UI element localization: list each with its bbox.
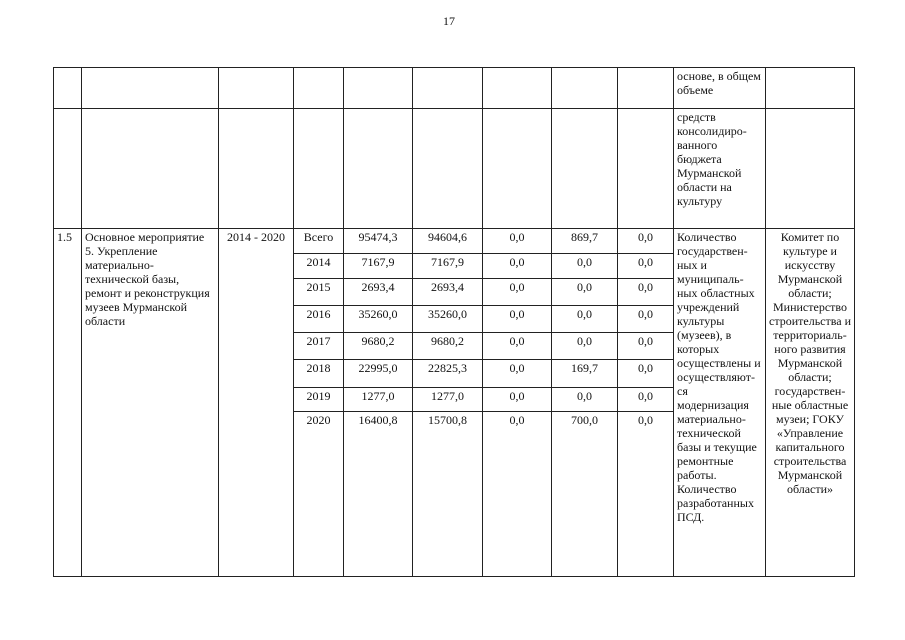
empty-cell bbox=[413, 109, 483, 229]
empty-cell bbox=[483, 68, 552, 109]
other-cell: 0,0 bbox=[618, 360, 674, 388]
empty-cell bbox=[618, 109, 674, 229]
total-cell: 16400,8 bbox=[344, 412, 413, 577]
year-cell: 2016 bbox=[294, 306, 344, 333]
measure-name: Основное мероприятие 5. Укрепление материально-технической базы, ремонт и реконструкция музеев Мурманской области bbox=[82, 229, 219, 577]
local-cell: 0,0 bbox=[552, 279, 618, 306]
empty-cell bbox=[219, 109, 294, 229]
year-cell: Всего bbox=[294, 229, 344, 254]
local-cell: 869,7 bbox=[552, 229, 618, 254]
total-cell: 22995,0 bbox=[344, 360, 413, 388]
federal-cell: 0,0 bbox=[483, 229, 552, 254]
regional-cell: 35260,0 bbox=[413, 306, 483, 333]
empty-cell bbox=[552, 68, 618, 109]
page-number: 17 bbox=[443, 14, 455, 28]
federal-cell: 0,0 bbox=[483, 360, 552, 388]
table-row bbox=[54, 109, 855, 229]
total-cell: 1277,0 bbox=[344, 388, 413, 412]
total-cell: 9680,2 bbox=[344, 333, 413, 360]
total-cell: 95474,3 bbox=[344, 229, 413, 254]
empty-cell bbox=[483, 109, 552, 229]
other-cell: 0,0 bbox=[618, 229, 674, 254]
local-cell: 0,0 bbox=[552, 306, 618, 333]
regional-cell: 7167,9 bbox=[413, 254, 483, 279]
empty-cell bbox=[54, 109, 82, 229]
regional-cell: 1277,0 bbox=[413, 388, 483, 412]
empty-cell bbox=[766, 68, 855, 109]
federal-cell: 0,0 bbox=[483, 306, 552, 333]
year-cell: 2019 bbox=[294, 388, 344, 412]
federal-cell: 0,0 bbox=[483, 279, 552, 306]
local-cell: 700,0 bbox=[552, 412, 618, 577]
empty-cell bbox=[219, 68, 294, 109]
empty-cell bbox=[413, 68, 483, 109]
local-cell: 0,0 bbox=[552, 388, 618, 412]
federal-cell: 0,0 bbox=[483, 388, 552, 412]
regional-cell: 9680,2 bbox=[413, 333, 483, 360]
empty-cell bbox=[82, 109, 219, 229]
empty-cell bbox=[54, 68, 82, 109]
other-cell: 0,0 bbox=[618, 254, 674, 279]
empty-cell bbox=[552, 109, 618, 229]
empty-cell bbox=[294, 109, 344, 229]
year-cell: 2018 bbox=[294, 360, 344, 388]
executor-cell: Комитет по культуре и искусству Мурманской области; Министерство строительства и территориаль-ного развития Мурманской области; государствен-ные областные музеи; ГОКУ «Управление капитального строительства Мурманской области» bbox=[766, 229, 855, 577]
local-cell: 169,7 bbox=[552, 360, 618, 388]
other-cell: 0,0 bbox=[618, 279, 674, 306]
total-cell: 2693,4 bbox=[344, 279, 413, 306]
indicator-cell: средств консолидиро-ванного бюджета Мурманской области на культуру bbox=[674, 109, 766, 229]
program-table bbox=[53, 67, 855, 577]
federal-cell: 0,0 bbox=[483, 333, 552, 360]
local-cell: 0,0 bbox=[552, 254, 618, 279]
empty-cell bbox=[766, 109, 855, 229]
table-row bbox=[54, 229, 855, 254]
local-cell: 0,0 bbox=[552, 333, 618, 360]
other-cell: 0,0 bbox=[618, 388, 674, 412]
year-cell: 2015 bbox=[294, 279, 344, 306]
regional-cell: 22825,3 bbox=[413, 360, 483, 388]
regional-cell: 2693,4 bbox=[413, 279, 483, 306]
empty-cell bbox=[618, 68, 674, 109]
other-cell: 0,0 bbox=[618, 333, 674, 360]
empty-cell bbox=[344, 68, 413, 109]
year-cell: 2017 bbox=[294, 333, 344, 360]
indicator-cell: Количество государствен-ных и муниципаль-ных областных учреждений культуры (музеев), в которых осуществлены и осуществляют-ся модернизация материально-технической базы и текущие ремонтные работы. Количество разработанных ПСД. bbox=[674, 229, 766, 577]
total-cell: 7167,9 bbox=[344, 254, 413, 279]
other-cell: 0,0 bbox=[618, 306, 674, 333]
total-cell: 35260,0 bbox=[344, 306, 413, 333]
regional-cell: 15700,8 bbox=[413, 412, 483, 577]
other-cell: 0,0 bbox=[618, 412, 674, 577]
federal-cell: 0,0 bbox=[483, 254, 552, 279]
empty-cell bbox=[82, 68, 219, 109]
federal-cell: 0,0 bbox=[483, 412, 552, 577]
year-cell: 2020 bbox=[294, 412, 344, 577]
regional-cell: 94604,6 bbox=[413, 229, 483, 254]
indicator-cell: основе, в общем объеме bbox=[674, 68, 766, 109]
table-row bbox=[54, 68, 855, 109]
year-cell: 2014 bbox=[294, 254, 344, 279]
empty-cell bbox=[294, 68, 344, 109]
period-cell: 2014 - 2020 bbox=[219, 229, 294, 577]
row-number: 1.5 bbox=[54, 229, 82, 577]
empty-cell bbox=[344, 109, 413, 229]
